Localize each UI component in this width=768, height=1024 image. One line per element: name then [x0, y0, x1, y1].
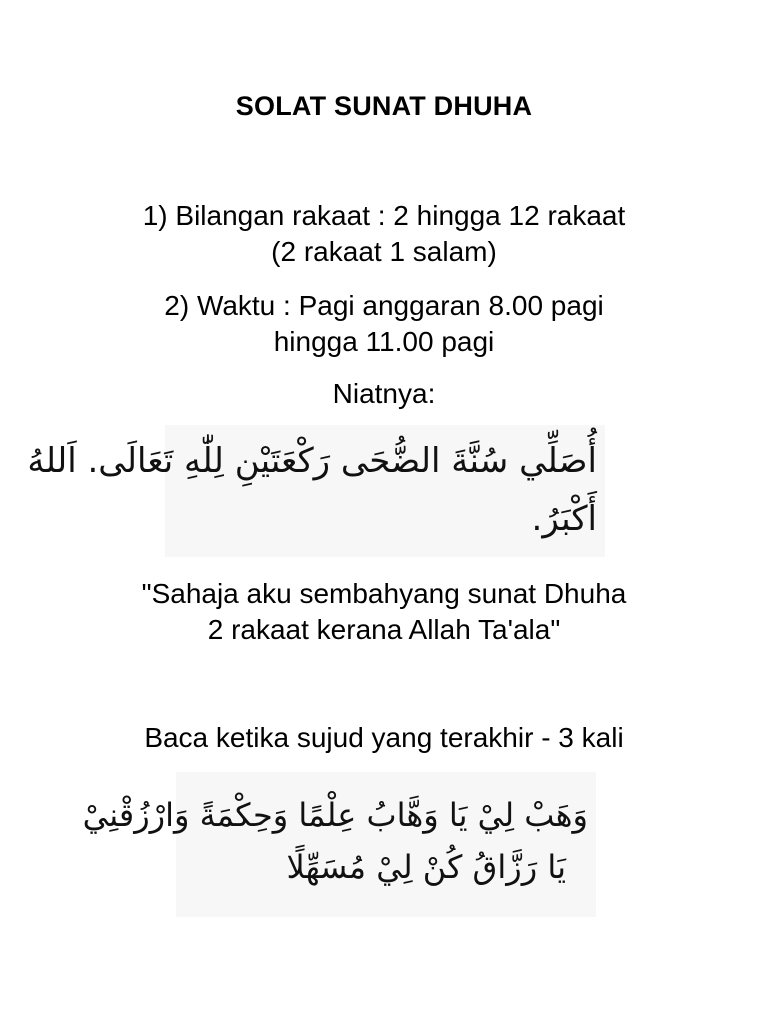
rakaat-count-item [0, 198, 768, 270]
doa-arabic-image [82, 772, 596, 917]
instruction-text: Baca ketika sujud yang terakhir - 3 kali [144, 722, 624, 753]
translation-line-2: 2 rakaat kerana Allah Ta'ala" [207, 614, 561, 645]
niat-arabic-line-2: أَكْبَرُ. [531, 499, 597, 539]
doa-arabic-line-1: وَهَبْ لِيْ يَا وَهَّابُ عِلْمًا وَحِكْمَةً وَارْزُقْنِيْ [82, 796, 588, 834]
niat-label-text: Niatnya: [332, 378, 436, 409]
time-item [0, 288, 768, 360]
time-line-1: 2) Waktu : Pagi anggaran 8.00 pagi [164, 290, 604, 321]
niat-arabic-line-1: أُصَلِّي سُنَّةَ الضُّحَى رَكْعَتَيْنِ لِلّٰهِ تَعَالَى. اَللهُ [27, 441, 597, 481]
doa-arabic-line-2: يَا رَزَّاقُ كُنْ لِيْ مُسَهِّلًا [286, 848, 566, 886]
time-line-2: hingga 11.00 pagi [273, 326, 495, 357]
niat-translation [0, 576, 768, 648]
rakaat-count-line: 1) Bilangan rakaat : 2 hingga 12 rakaat [142, 200, 626, 231]
niat-arabic-image [27, 425, 605, 557]
niat-label [0, 376, 768, 412]
sujud-instruction [0, 720, 768, 756]
translation-line-1: "Sahaja aku sembahyang sunat Dhuha [141, 578, 627, 609]
rakaat-salam-line: (2 rakaat 1 salam) [271, 236, 497, 267]
page-title: SOLAT SUNAT DHUHA [235, 91, 533, 121]
